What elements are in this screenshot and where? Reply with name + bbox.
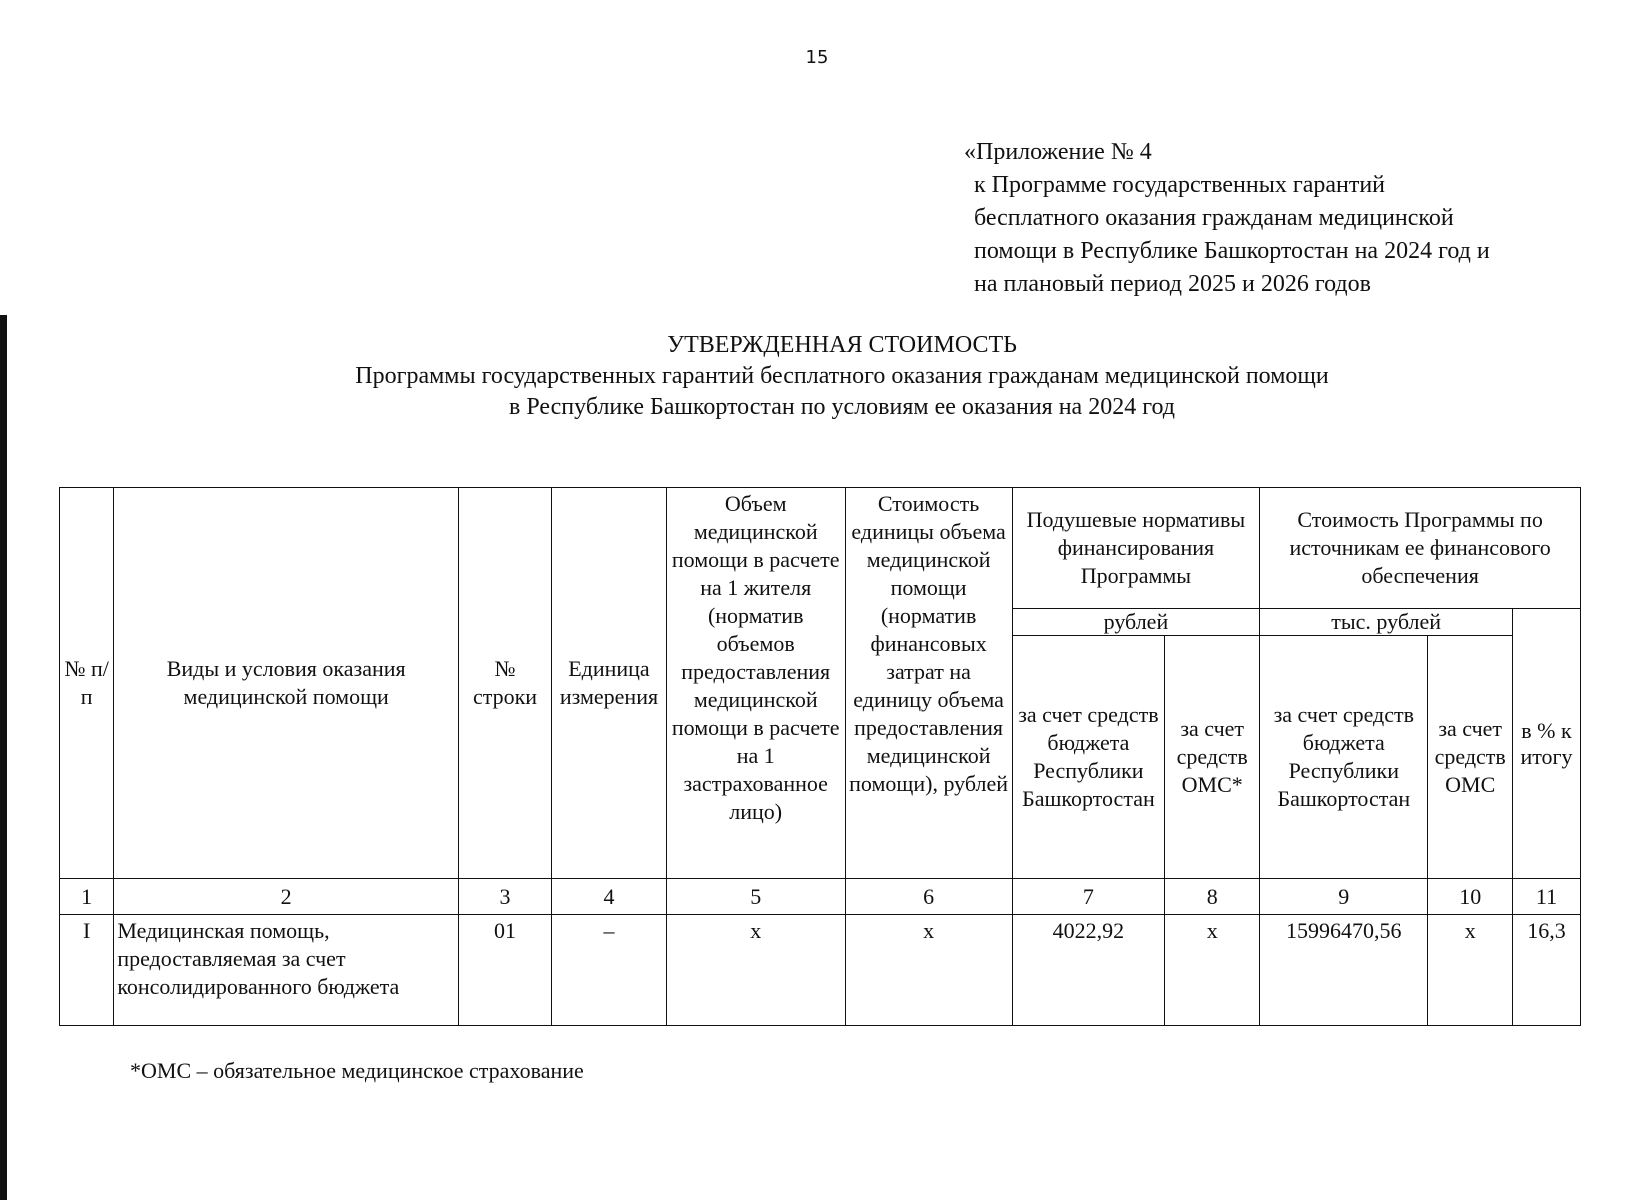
cell-oms-cost: x [1428, 915, 1513, 1026]
cell-unit-cost: x [845, 915, 1012, 1026]
program-cost-table [59, 487, 1581, 1026]
scan-edge [0, 315, 7, 1200]
document-title [0, 330, 1634, 423]
cell-unit: – [552, 915, 667, 1026]
appendix-reference [964, 136, 1614, 301]
column-number: 1 [60, 879, 114, 915]
header-kinds: Виды и условия оказания медицинской помощи [114, 488, 459, 879]
cell-kind: Медицинская помощь, предоставляемая за счет консолидированного бюджета [114, 915, 459, 1026]
column-number: 9 [1260, 879, 1428, 915]
page-number: 15 [805, 47, 829, 68]
title-subtitle-line-2: в Республике Башкортостан по условиям ее оказания на 2024 год [509, 394, 1175, 420]
column-number: 11 [1513, 879, 1581, 915]
appendix-line-2: к Программе государственных гарантий [974, 172, 1386, 198]
header-oms-star: за счет средств ОМС* [1165, 636, 1260, 879]
title-main: УТВЕРЖДЕННАЯ СТОИМОСТЬ [667, 332, 1017, 358]
header-oms-cost: за счет средств ОМС [1428, 636, 1513, 879]
appendix-line-5: на плановый период 2025 и 2026 годов [974, 271, 1371, 297]
table-header-row [60, 488, 1581, 609]
cell-num: I [60, 915, 114, 1026]
appendix-line-3: бесплатного оказания гражданам медицинской [974, 205, 1454, 231]
header-rubles: рублей [1012, 609, 1260, 636]
header-num: № п/п [60, 488, 114, 879]
cell-budget-rb-cost: 15996470,56 [1260, 915, 1428, 1026]
header-budget-rb-cost: за счет средств бюджета Республики Башкортостан [1260, 636, 1428, 879]
appendix-line-4: помощи в Республике Башкортостан на 2024 год и [974, 238, 1490, 264]
column-number: 4 [552, 879, 667, 915]
cell-row-num: 01 [459, 915, 552, 1026]
header-program-cost: Стоимость Программы по источникам ее финансового обеспечения [1260, 488, 1581, 609]
column-number-row [60, 879, 1581, 915]
cell-volume: x [666, 915, 845, 1026]
column-number: 7 [1012, 879, 1165, 915]
header-per-capita: Подушевые нормативы финансирования Программы [1012, 488, 1260, 609]
header-budget-rb: за счет средств бюджета Республики Башкортостан [1012, 636, 1165, 879]
cell-percent: 16,3 [1513, 915, 1581, 1026]
column-number: 6 [845, 879, 1012, 915]
column-number: 3 [459, 879, 552, 915]
header-percent-total: в % к итогу [1513, 609, 1581, 879]
table-row [60, 915, 1581, 1026]
cell-budget-rb: 4022,92 [1012, 915, 1165, 1026]
header-volume: Объем медицинской помощи в расчете на 1 жителя (норматив объемов предоставления медицинской помощи в расчете на 1 застрахованное лицо) [666, 488, 845, 879]
header-unit-cost: Стоимость единицы объема медицинской помощи (норматив финансовых затрат на единицу объема предоставления медицинской помощи), рублей [845, 488, 1012, 879]
cell-oms: x [1165, 915, 1260, 1026]
appendix-line-1: «Приложение № 4 [964, 139, 1152, 165]
header-unit: Единица измерения [552, 488, 667, 879]
column-number: 8 [1165, 879, 1260, 915]
column-number: 10 [1428, 879, 1513, 915]
column-number: 2 [114, 879, 459, 915]
column-number: 5 [666, 879, 845, 915]
footnote: *ОМС – обязательное медицинское страхование [130, 1058, 584, 1083]
title-subtitle-line-1: Программы государственных гарантий бесплатного оказания гражданам медицинской помощи [355, 363, 1329, 389]
header-thousand-rubles: тыс. рублей [1260, 609, 1513, 636]
header-row-num: № строки [459, 488, 552, 879]
